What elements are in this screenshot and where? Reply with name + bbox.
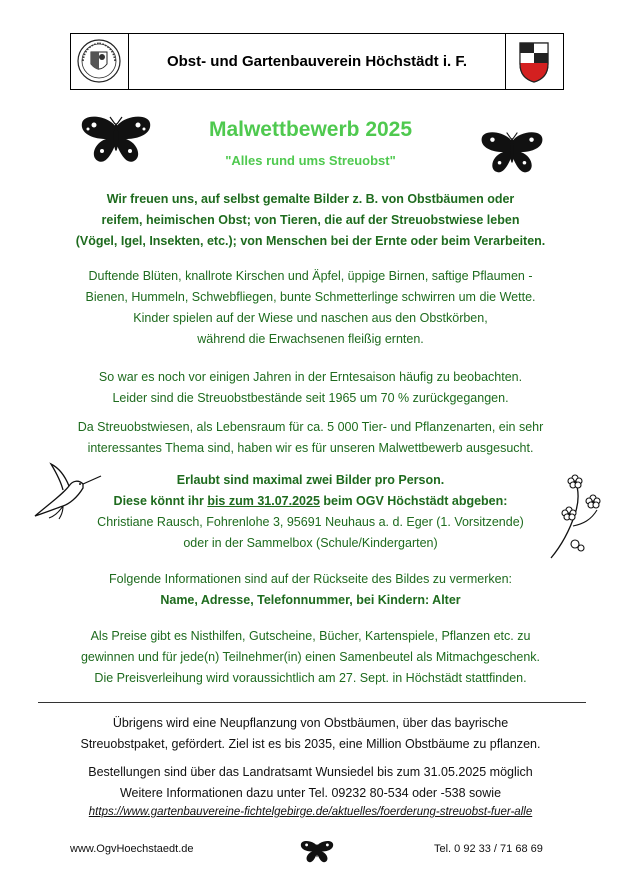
club-name: Obst- und Gartenbauverein Höchstädt i. F. (166, 53, 468, 70)
footer-website: www.OgvHoechstaedt.de (70, 843, 194, 855)
page-title: Malwettbewerb 2025 (208, 118, 413, 141)
rules-paragraph: Erlaubt sind maximal zwei Bilder pro Person. Diese könnt ihr bis zum 31.07.2025 beim OGV Höchstädt abgeben: Christiane Rausch, Fohrenlohe 3, 95691 Neuhaus a. d. Eger (1. Vorsitzende) oder in der Sammelbox (Schule/Kindergarten) (0, 470, 621, 554)
planting-paragraph: Übrigens wird eine Neupflanzung von Obstbäumen, über das bayrische Streuobstpaket, gefördert. Ziel ist es bis 2035, eine Million Obstbäume zu pflanzen. (80, 716, 541, 751)
info-paragraph: Folgende Informationen sind auf der Rückseite des Bildes zu vermerken: Name, Adresse, Telefonnummer, bei Kindern: Alter (109, 572, 512, 607)
header-box (70, 33, 564, 90)
page-subtitle: "Alles rund ums Streuobst" (225, 153, 396, 168)
deadline-line: Diese könnt ihr bis zum 31.07.2025 beim OGV Höchstädt abgeben: (113, 494, 508, 508)
deadline-date: bis zum 31.07.2025 (207, 494, 320, 508)
description-paragraph: Duftende Blüten, knallrote Kirschen und Äpfel, üppige Birnen, saftige Pflaumen - Bienen, Hummeln, Schwebfliegen, bunte Schmetterlinge schwirren um die Wette. Kinder spielen auf der Wiese und naschen aus den Obstkörben, während die Erwachsenen fleißig ernten. (85, 269, 536, 346)
footer-phone: Tel. 0 92 33 / 71 68 69 (434, 843, 543, 855)
info-link[interactable]: https://www.gartenbauvereine-fichtelgebirge.de/aktuelles/foerderung-streuobst-fuer-alle (88, 806, 533, 818)
club-logo (71, 34, 129, 89)
butterfly-icon (300, 840, 334, 869)
divider (38, 702, 586, 703)
history-paragraph: So war es noch vor einigen Jahren in der Erntesaison häufig zu beobachten. Leider sind die Streuobstbestände seit 1965 um 70 % zurückgegangen. (98, 370, 523, 405)
link-line (0, 806, 621, 818)
intro-paragraph: Wir freuen uns, auf selbst gemalte Bilder z. B. von Obstbäumen oder reifem, heimischen Obst; von Tieren, die auf der Streuobstwiese leben (Vögel, Igel, Insekten, etc.); von Menschen bei der Ernte oder beim Verarbeiten. (75, 192, 546, 248)
orders-paragraph: Bestellungen sind über das Landratsamt Wunsiedel bis zum 31.05.2025 möglich Weitere Informationen dazu unter Tel. 09232 80-534 oder -538 sowie (88, 765, 533, 800)
habitat-paragraph: Da Streuobstwiesen, als Lebensraum für ca. 5 000 Tier- und Pflanzenarten, ein sehr interessantes Thema sind, haben wir es für unseren Malwettbewerb ausgesucht. (77, 420, 544, 455)
coat-of-arms-icon (505, 34, 563, 89)
prizes-paragraph: Als Preise gibt es Nisthilfen, Gutscheine, Bücher, Kartenspiele, Pflanzen etc. zu gewinnen und für jede(n) Teilnehmer(in) einen Samenbeutel als Mitmachgeschenk. Die Preisverleihung wird voraussichtlich am 27. Sept. in Höchstädt stattfinden. (80, 629, 541, 685)
